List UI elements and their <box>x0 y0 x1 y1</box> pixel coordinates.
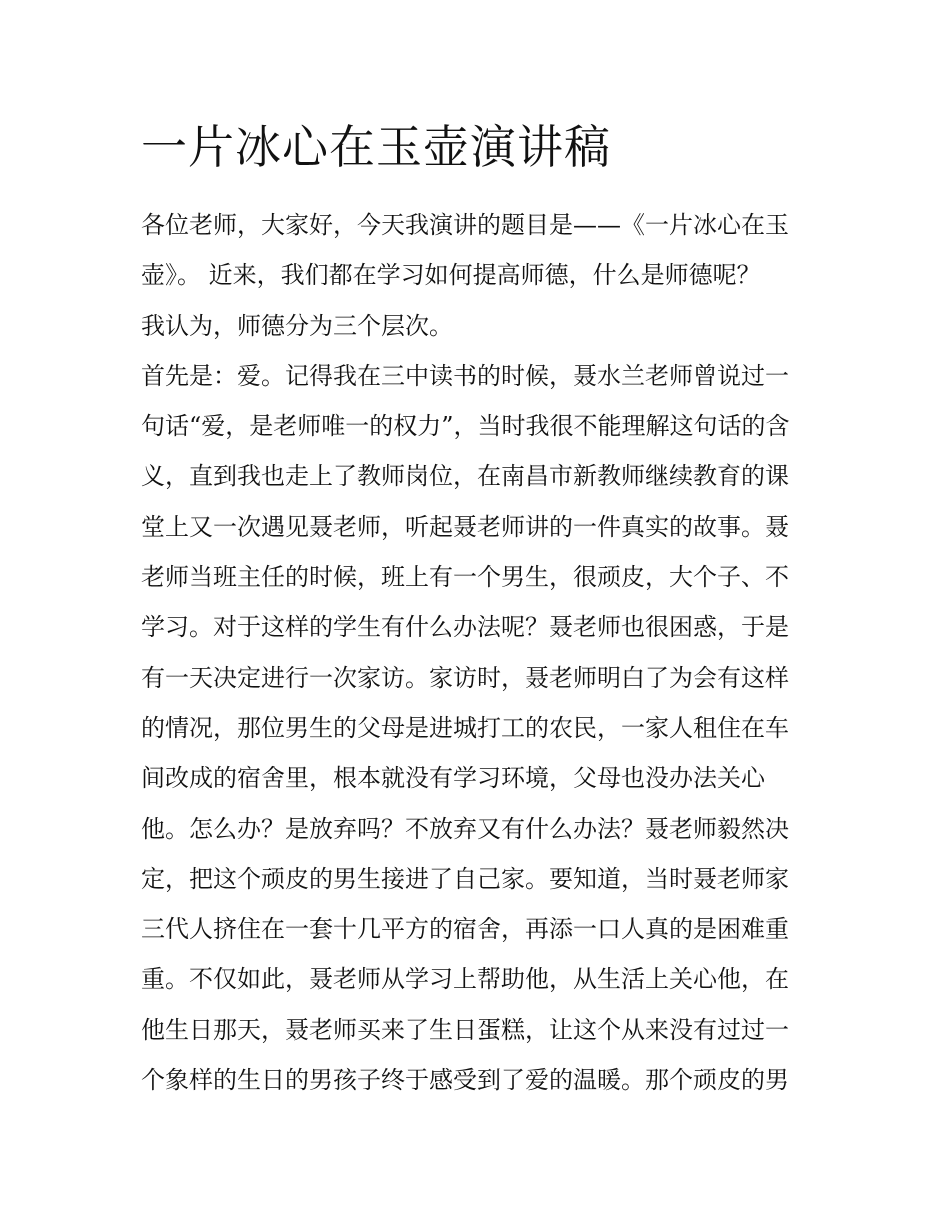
body-line: 堂上又一次遇见聂老师，听起聂老师讲的一件真实的故事。聂 <box>141 512 789 541</box>
body-line: 三代人挤住在一套十几平方的宿舍，再添一口人真的是困难重 <box>141 915 789 944</box>
body-line: 各位老师，大家好，今天我演讲的题目是——《一片冰心在玉 <box>141 211 789 239</box>
body-line: 壶》。 近来，我们都在学习如何提高师德，什么是师德呢？ <box>141 261 761 290</box>
body-line: 我认为，师德分为三个层次。 <box>141 311 453 340</box>
body-line: 重。不仅如此，聂老师从学习上帮助他，从生活上关心他，在 <box>141 965 789 994</box>
document-title: 一片冰心在玉壶演讲稿 <box>141 120 611 174</box>
body-line: 他生日那天，聂老师买来了生日蛋糕，让这个从来没有过过一 <box>141 1015 789 1044</box>
body-line: 句话“爱，是老师唯一的权力”，当时我很不能理解这句话的含 <box>141 412 790 441</box>
body-line: 的情况，那位男生的父母是进城打工的农民，一家人租住在车 <box>141 713 789 742</box>
body-line: 他。怎么办？是放弃吗？不放弃又有什么办法？聂老师毅然决 <box>141 814 789 843</box>
body-line: 学习。对于这样的学生有什么办法呢？聂老师也很困惑，于是 <box>141 613 789 642</box>
body-line: 间改成的宿舍里，根本就没有学习环境，父母也没办法关心 <box>141 764 765 793</box>
body-line: 首先是：爱。记得我在三中读书的时候，聂水兰老师曾说过一 <box>141 361 789 390</box>
body-line: 个象样的生日的男孩子终于感受到了爱的温暖。那个顽皮的男 <box>141 1066 789 1095</box>
body-line: 定，把这个顽皮的男生接进了自己家。要知道，当时聂老师家 <box>141 864 789 893</box>
body-line: 老师当班主任的时候，班上有一个男生，很顽皮，大个子、不 <box>141 563 789 592</box>
body-line: 义，直到我也走上了教师岗位，在南昌市新教师继续教育的课 <box>141 462 789 491</box>
document-body <box>141 200 821 1105</box>
body-line: 有一天决定进行一次家访。家访时，聂老师明白了为会有这样 <box>141 663 789 692</box>
